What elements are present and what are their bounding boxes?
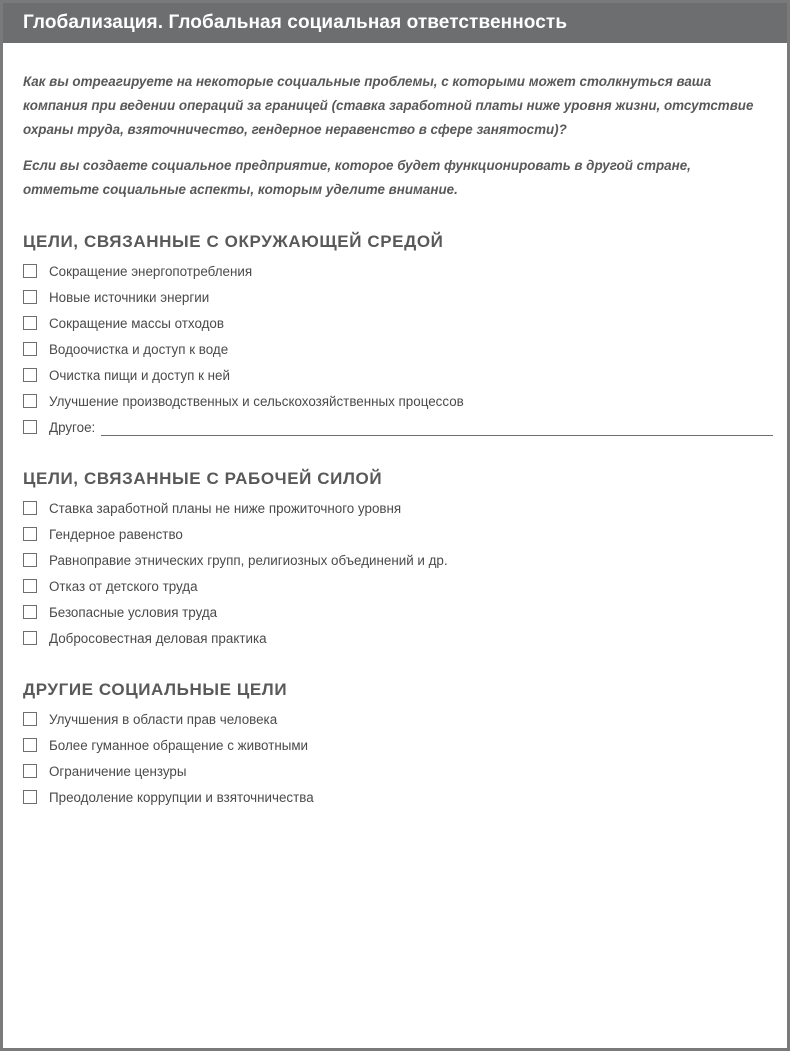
list-item — [23, 258, 773, 284]
item-label: Безопасные условия труда — [49, 604, 218, 620]
list-item — [23, 547, 773, 573]
item-label: Добросовестная деловая практика — [49, 630, 267, 646]
item-label: Гендерное равенство — [49, 526, 183, 542]
list-item — [23, 521, 773, 547]
checklist — [23, 258, 773, 440]
list-item — [23, 336, 773, 362]
item-label: Улучшение производственных и сельскохозяйственных процессов — [49, 393, 464, 409]
list-item — [23, 573, 773, 599]
section-title: ЦЕЛИ, СВЯЗАННЫЕ С ОКРУЖАЮЩЕЙ СРЕДОЙ — [23, 232, 444, 251]
item-label: Сокращение энергопотребления — [49, 263, 253, 279]
list-item — [23, 284, 773, 310]
item-label: Улучшения в области прав человека — [49, 711, 278, 727]
section-other-social — [23, 680, 773, 810]
item-label: Ограничение цензуры — [49, 763, 187, 779]
checkbox-food-purification[interactable] — [23, 368, 37, 382]
checkbox-gender-equality[interactable] — [23, 527, 37, 541]
list-item — [23, 625, 773, 651]
item-label: Более гуманное обращение с животными — [49, 737, 309, 753]
list-item — [23, 388, 773, 414]
other-input-line[interactable] — [101, 419, 773, 436]
item-label: Новые источники энергии — [49, 289, 210, 305]
checkbox-energy-reduction[interactable] — [23, 264, 37, 278]
list-item — [23, 732, 773, 758]
list-item — [23, 758, 773, 784]
checkbox-human-rights[interactable] — [23, 712, 37, 726]
checkbox-fair-business[interactable] — [23, 631, 37, 645]
section-workforce — [23, 469, 773, 651]
checkbox-water-purification[interactable] — [23, 342, 37, 356]
section-title: ЦЕЛИ, СВЯЗАННЫЕ С РАБОЧЕЙ СИЛОЙ — [23, 469, 383, 488]
section-title: ДРУГИЕ СОЦИАЛЬНЫЕ ЦЕЛИ — [23, 680, 288, 699]
checkbox-ethnic-equality[interactable] — [23, 553, 37, 567]
list-item — [23, 784, 773, 810]
checkbox-no-child-labor[interactable] — [23, 579, 37, 593]
list-item — [23, 414, 773, 440]
list-item — [23, 310, 773, 336]
checkbox-safe-conditions[interactable] — [23, 605, 37, 619]
checklist — [23, 706, 773, 810]
item-label: Преодоление коррупции и взяточничества — [49, 789, 314, 805]
item-label: Сокращение массы отходов — [49, 315, 224, 331]
item-label: Водоочистка и доступ к воде — [49, 341, 229, 357]
list-item — [23, 362, 773, 388]
checkbox-waste-reduction[interactable] — [23, 316, 37, 330]
checkbox-other[interactable] — [23, 420, 37, 434]
list-item — [23, 599, 773, 625]
checkbox-living-wage[interactable] — [23, 501, 37, 515]
checkbox-animal-welfare[interactable] — [23, 738, 37, 752]
item-label: Ставка заработной планы не ниже прожиточного уровня — [49, 500, 402, 516]
item-label: Очистка пищи и доступ к ней — [49, 367, 230, 383]
item-label: Равноправие этнических групп, религиозных объединений и др. — [49, 552, 448, 568]
list-item — [23, 495, 773, 521]
checkbox-censorship[interactable] — [23, 764, 37, 778]
checkbox-anti-corruption[interactable] — [23, 790, 37, 804]
item-label: Другое: — [49, 419, 96, 435]
list-item — [23, 706, 773, 732]
item-label: Отказ от детского труда — [49, 578, 198, 594]
checkbox-process-improvement[interactable] — [23, 394, 37, 408]
intro-question-2: Если вы создаете социальное предприятие, которое будет функционировать в другой стране, отметьте социальные аспекты, которым уделите внимание. — [23, 158, 691, 197]
section-environment — [23, 232, 773, 440]
checkbox-new-energy-sources[interactable] — [23, 290, 37, 304]
intro-question-1: Как вы отреагируете на некоторые социальные проблемы, с которыми может столкнуться ваша компания при ведении операций за границей (ставка заработной платы ниже уровня жизни, отсутствие охраны труда, взяточничество, гендерное неравенство в сфере занятости)? — [23, 74, 754, 137]
header-bar — [3, 3, 787, 43]
intro-questions — [23, 70, 763, 214]
page-title: Глобализация. Глобальная социальная ответственность — [23, 12, 568, 33]
checklist — [23, 495, 773, 651]
